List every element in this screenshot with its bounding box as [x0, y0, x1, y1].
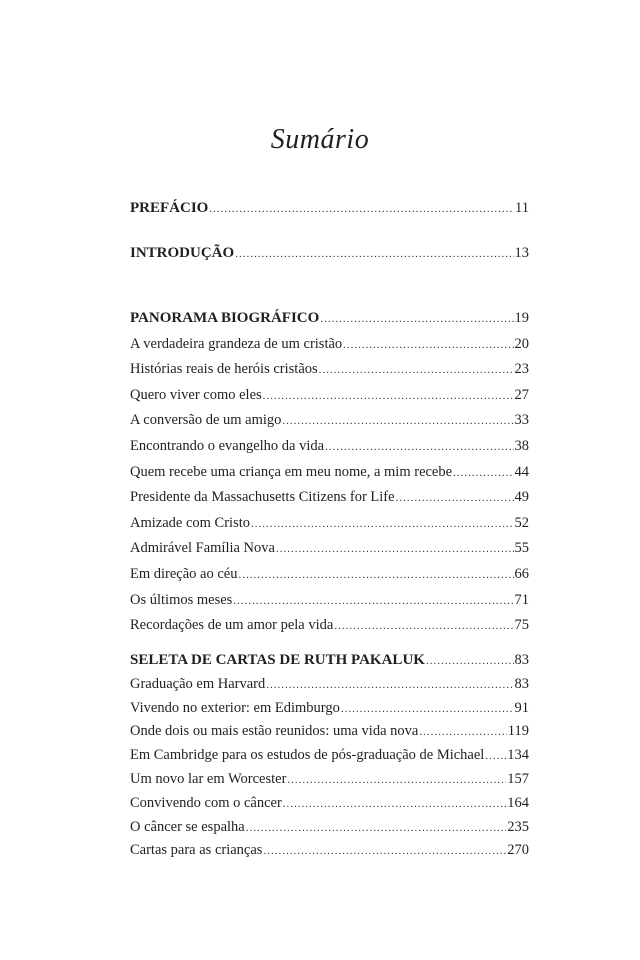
- toc-entry-page: 27: [514, 386, 529, 403]
- dot-leader: [282, 415, 513, 427]
- toc-entry-label: Graduação em Harvard: [130, 675, 266, 692]
- toc-entry[interactable]: [130, 592, 529, 618]
- toc-entry[interactable]: [130, 464, 529, 490]
- toc-introducao: [130, 245, 529, 262]
- toc-entry-label: Convivendo com o câncer: [130, 794, 282, 811]
- toc-entry-page: 83: [514, 652, 529, 668]
- toc-entry-page: 66: [514, 565, 529, 582]
- toc-entry-page: 164: [507, 794, 529, 811]
- toc-entry-page: 20: [514, 335, 529, 352]
- dot-leader: [263, 390, 514, 402]
- toc-entry-page: 19: [514, 310, 529, 326]
- toc-entry[interactable]: [130, 819, 529, 843]
- dot-leader: [266, 679, 513, 691]
- toc-entry[interactable]: [130, 747, 529, 771]
- toc-entry-page: 38: [514, 437, 529, 454]
- dot-leader: [246, 822, 507, 834]
- dot-leader: [209, 203, 514, 215]
- toc-entry-page: 49: [514, 489, 529, 506]
- toc-entry[interactable]: [130, 566, 529, 592]
- dot-leader: [276, 543, 514, 555]
- toc-entry-introducao[interactable]: [130, 245, 529, 262]
- toc-entry-page: 91: [514, 699, 529, 716]
- toc-entry-label: PREFÁCIO: [130, 200, 209, 216]
- toc-entry[interactable]: [130, 540, 529, 566]
- toc-entry-page: 119: [507, 723, 529, 740]
- toc-section-seleta: [130, 652, 529, 866]
- dot-leader: [251, 518, 513, 530]
- toc-entry[interactable]: [130, 412, 529, 438]
- toc-prefacio: [130, 200, 529, 217]
- dot-leader: [238, 569, 513, 581]
- dot-leader: [320, 313, 513, 325]
- dot-leader: [319, 364, 514, 376]
- toc-entry-page: 13: [514, 245, 529, 261]
- toc-entry-page: 134: [507, 747, 529, 764]
- toc-entry-label: Quem recebe uma criança em meu nome, a mim recebe: [130, 463, 453, 480]
- toc-entry[interactable]: [130, 336, 529, 362]
- toc-entry-label: Amizade com Cristo: [130, 514, 251, 531]
- toc-entry[interactable]: [130, 361, 529, 387]
- toc-entry-label: Encontrando o evangelho da vida: [130, 437, 325, 454]
- dot-leader: [396, 492, 514, 504]
- toc-entry-label: SELETA DE CARTAS DE RUTH PAKALUK: [130, 652, 425, 668]
- page-title: Sumário: [270, 124, 370, 155]
- toc-entry-page: 83: [514, 675, 529, 692]
- toc-entry-label: Recordações de um amor pela vida: [130, 617, 334, 634]
- dot-leader: [485, 750, 506, 762]
- toc-entry-label: A conversão de um amigo: [130, 412, 282, 429]
- toc-entry[interactable]: [130, 795, 529, 819]
- toc-entry[interactable]: [130, 387, 529, 413]
- toc-entry-page: 235: [507, 818, 529, 835]
- dot-leader: [235, 248, 513, 260]
- toc-entry-label: Cartas para as crianças: [130, 842, 263, 859]
- dot-leader: [325, 441, 513, 453]
- toc-entry-label: PANORAMA BIOGRÁFICO: [130, 310, 320, 326]
- dot-leader: [283, 798, 506, 810]
- toc-entry-page: 23: [514, 361, 529, 378]
- toc-entry[interactable]: [130, 723, 529, 747]
- toc-entry-label: Histórias reais de heróis cristãos: [130, 361, 318, 378]
- toc-entry[interactable]: [130, 842, 529, 866]
- toc-entry-page: 44: [514, 463, 529, 480]
- dot-leader: [426, 655, 514, 667]
- toc-entry-page: 11: [515, 200, 529, 216]
- toc-entry[interactable]: [130, 700, 529, 724]
- toc-section-panorama: [130, 310, 529, 643]
- toc-entry-page: 55: [514, 540, 529, 557]
- toc-entry[interactable]: [130, 676, 529, 700]
- toc-entry-prefacio[interactable]: [130, 200, 529, 217]
- toc-entry-page: 71: [514, 591, 529, 608]
- toc-entry-label: INTRODUÇÃO: [130, 245, 235, 261]
- dot-leader: [334, 620, 513, 632]
- toc-entry-page: 52: [514, 514, 529, 531]
- dot-leader: [419, 726, 506, 738]
- toc-entry-label: A verdadeira grandeza de um cristão: [130, 335, 343, 352]
- toc-entry[interactable]: [130, 771, 529, 795]
- toc-entry[interactable]: [130, 617, 529, 643]
- toc-entry-page: 75: [514, 617, 529, 634]
- dot-leader: [453, 467, 513, 479]
- toc-entry[interactable]: [130, 489, 529, 515]
- toc-entry-page: 33: [514, 412, 529, 429]
- toc-entry[interactable]: [130, 438, 529, 464]
- toc-entry-label: Admirável Família Nova: [130, 540, 275, 557]
- dot-leader: [341, 703, 514, 715]
- toc-entry-label: Vivendo no exterior: em Edimburgo: [130, 699, 340, 716]
- toc-entry-label: O câncer se espalha: [130, 818, 245, 835]
- toc-entry-label: Em Cambridge para os estudos de pós-graduação de Michael: [130, 747, 485, 764]
- toc-entry-label: Um novo lar em Worcester: [130, 770, 287, 787]
- toc-entry-label: Presidente da Massachusetts Citizens for Life: [130, 489, 395, 506]
- dot-leader: [343, 339, 513, 351]
- toc-section-heading[interactable]: [130, 310, 529, 336]
- toc-entry-label: Os últimos meses: [130, 591, 233, 608]
- toc-entry[interactable]: [130, 515, 529, 541]
- toc-entry-label: Em direção ao céu: [130, 565, 238, 582]
- dot-leader: [287, 774, 506, 786]
- toc-entry-page: 270: [507, 842, 529, 859]
- dot-leader: [233, 595, 513, 607]
- toc-entry-page: 157: [507, 770, 529, 787]
- toc-section-heading[interactable]: [130, 652, 529, 676]
- toc-entry-label: Quero viver como eles: [130, 386, 262, 403]
- dot-leader: [263, 845, 506, 857]
- toc-entry-label: Onde dois ou mais estão reunidos: uma vida nova: [130, 723, 419, 740]
